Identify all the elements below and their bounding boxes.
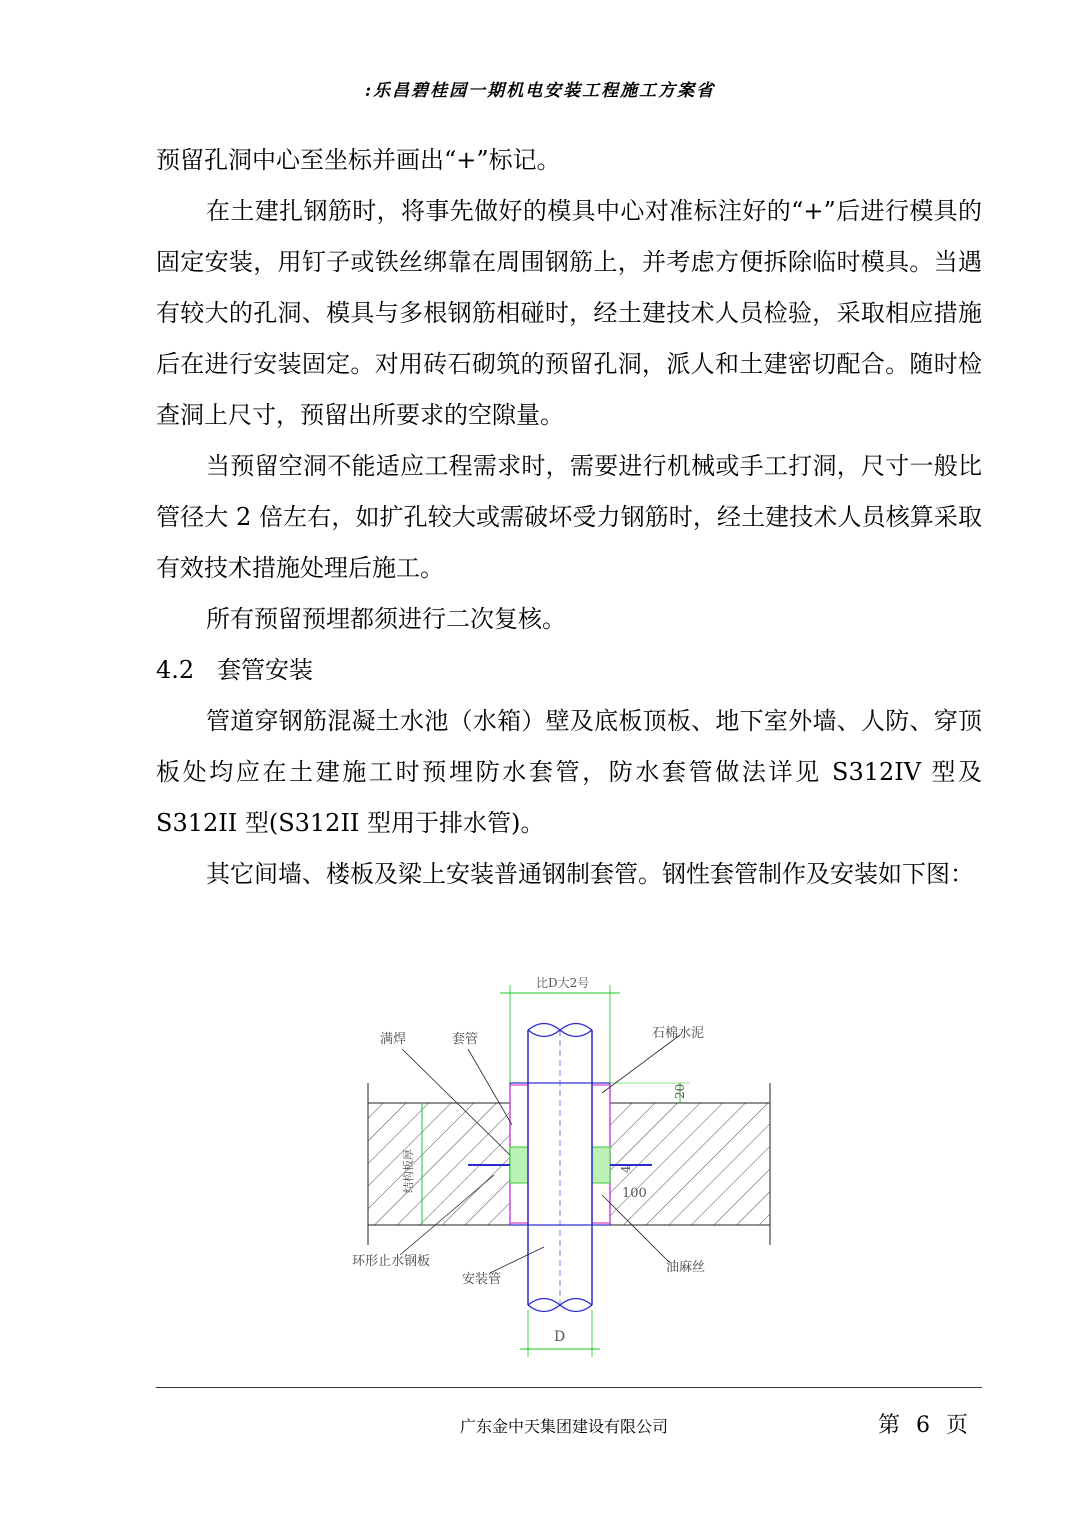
body-text: [156, 135, 982, 900]
label-asbestos: 石棉水泥: [652, 1026, 705, 1041]
paragraph-3: 当预留空洞不能适应工程需求时，需要进行机械或手工打洞，尺寸一般比管径大 2 倍左右，如扩孔较大或需破坏受力钢筋时，经土建技术人员核算采取有效技术措施处理后施工。: [156, 452, 982, 582]
section-number: 4.2: [156, 656, 195, 684]
sleeve-diagram: [340, 965, 800, 1375]
page-number: 6: [916, 1413, 935, 1438]
label-slab: 结构板厚: [402, 1149, 415, 1193]
section-title: 套管安装: [217, 656, 314, 684]
cement-left: [510, 1147, 528, 1183]
label-pipe: 安装管: [462, 1272, 502, 1287]
cement-right: [592, 1147, 610, 1183]
paragraph-1: 预留孔洞中心至坐标并画出“+”标记。: [156, 146, 561, 174]
footer-rule: [156, 1387, 982, 1388]
section-heading: [156, 645, 982, 696]
label-ring: 环形止水钢板: [352, 1254, 431, 1269]
label-sleeve: 套管: [452, 1032, 479, 1047]
page-prefix: 第: [878, 1413, 905, 1438]
label-dim-20: 20: [673, 1083, 687, 1099]
label-oakum: 油麻丝: [666, 1260, 706, 1275]
sleeve-installation-figure: [340, 965, 800, 1375]
paragraph-5: 管道穿钢筋混凝土水池（水箱）壁及底板顶板、地下室外墙、人防、穿顶板处均应在土建施工时预埋防水套管，防水套管做法详见 S312IV 型及 S312II 型(S312II 型用于排水管)。: [156, 707, 982, 837]
paragraph-6: 其它间墙、楼板及梁上安装普通钢制套管。钢性套管制作及安装如下图：: [206, 860, 974, 888]
label-dim-4: 4: [619, 1165, 633, 1173]
document-header: :乐昌碧桂园一期机电安装工程施工方案省: [364, 81, 716, 101]
footer-company: 广东金中天集团建设有限公司: [460, 1417, 669, 1436]
label-weld: 满焊: [380, 1032, 407, 1047]
label-top-dim: 比D大2号: [536, 976, 590, 990]
page-suffix: 页: [946, 1413, 973, 1438]
paragraph-4: 所有预留预埋都须进行二次复核。: [206, 605, 566, 633]
label-bottom-dim: D: [554, 1329, 566, 1345]
footer-page-number: [872, 1408, 978, 1439]
label-dim-100: 100: [622, 1186, 647, 1201]
paragraph-2: 在土建扎钢筋时，将事先做好的模具中心对准标注好的“+”后进行模具的固定安装，用钉子或铁丝绑靠在周围钢筋上，并考虑方便拆除临时模具。当遇有较大的孔洞、模具与多根钢筋相碰时，经土建技术人员检验，采取相应措施后在进行安装固定。对用砖石砌筑的预留孔洞，派人和土建密切配合。随时检查洞上尺寸，预留出所要求的空隙量。: [156, 197, 982, 429]
